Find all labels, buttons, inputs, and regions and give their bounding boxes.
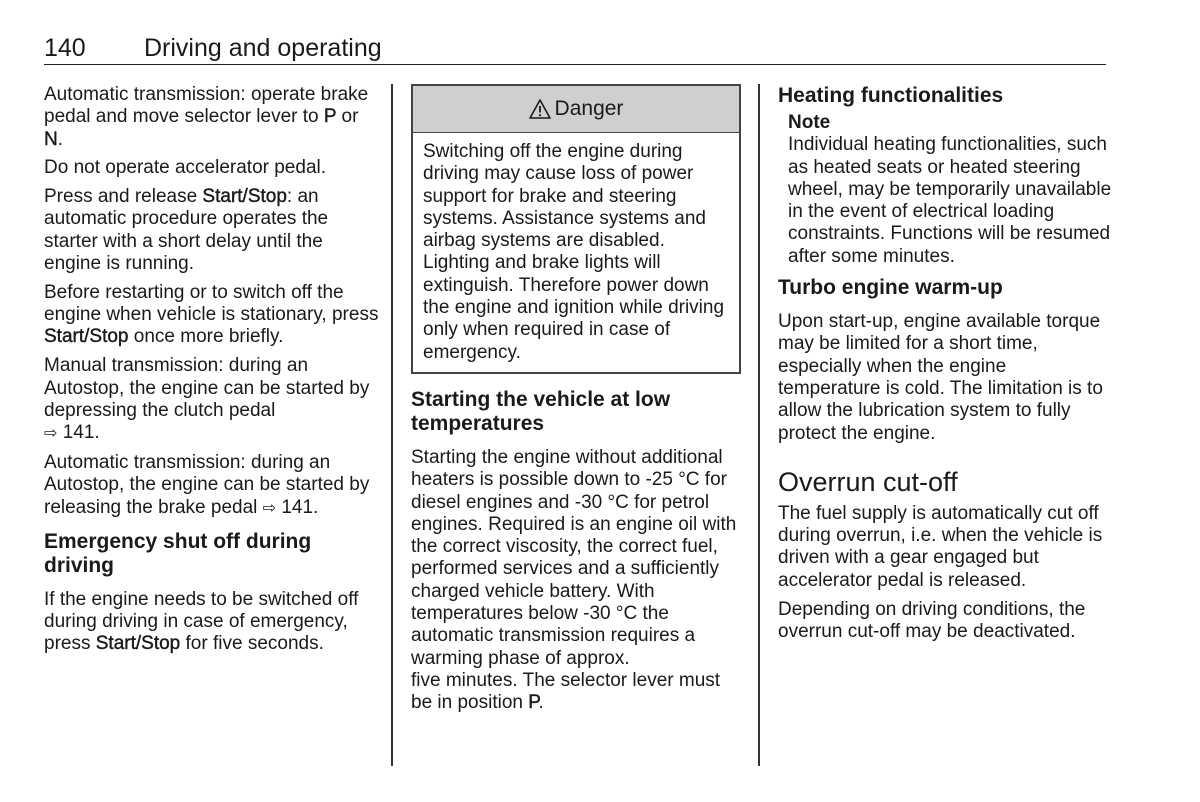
- paragraph: Upon start-up, engine available torque may be limited for a short time, especially when the engine temperature is cold. The limitation is to allow the lubrication system to fully protect the engine.: [778, 311, 1103, 444]
- keyword: P: [528, 692, 539, 714]
- paragraph: Before restarting or to switch off the engine when vehicle is stationary, press Start/Stop once more briefly.: [44, 281, 379, 348]
- section-heading: Starting the vehicle at low temperatures: [411, 387, 671, 435]
- keyword: Start/Stop: [44, 326, 129, 348]
- column-right: [778, 84, 1113, 650]
- keyword: Start/Stop: [202, 186, 287, 208]
- paragraph: Automatic transmission: during an Autostop, the engine can be started by releasing the brake pedal ⇨ 141.: [44, 451, 370, 518]
- paragraph: five minutes. The selector lever must be in position P.: [411, 669, 721, 714]
- section-heading: Turbo engine warm-up: [778, 276, 1003, 300]
- paragraph: Automatic transmission: operate brake pedal and move selector lever to P or N.: [44, 84, 369, 150]
- paragraph: The fuel supply is automatically cut off during overrun, i.e. when the vehicle is driven with a gear engaged but accelerator pedal is released.: [778, 502, 1103, 591]
- section-title: Driving and operating: [144, 34, 382, 62]
- column-divider: [758, 84, 760, 766]
- section-heading: Heating functionalities: [778, 84, 1004, 107]
- danger-header: [413, 86, 739, 133]
- danger-text: Switching off the engine during driving may cause loss of power support for brake and steering systems. Assistance systems and airbag systems are disabled. Lighting and brake lights will extinguish. Therefore power down the engine and ignition while driving only when required in case of emergency.: [423, 141, 725, 363]
- danger-title: Danger: [554, 96, 624, 120]
- paragraph: Starting the engine without additional heaters is possible down to -25 °C for diesel engines and -30 °C for petrol engines. Required is an engine oil with the correct viscosity, the correct fuel, performed services and a sufficiently charged vehicle battery. With temperatures below -30 °C the automatic transmission requires a warming phase of approx.: [411, 446, 737, 669]
- note-text: Individual heating functionalities, such as heated seats or heated steering wheel, may be temporarily unavailable in the event of electrical loading constraints. Functions will be resumed after some minutes.: [788, 134, 1112, 267]
- page-reference-link[interactable]: ⇨ 141.: [44, 422, 100, 444]
- paragraph: If the engine needs to be switched off during driving in case of emergency, press Start/Stop for five seconds.: [44, 588, 359, 655]
- keyword: Start/Stop: [95, 633, 181, 655]
- page-header: [44, 34, 1106, 65]
- page-reference-link[interactable]: ⇨ 141.: [262, 496, 319, 518]
- column-divider: [391, 84, 393, 766]
- chapter-heading: Overrun cut-off: [778, 466, 958, 497]
- warning-triangle-icon: [529, 99, 551, 119]
- paragraph: Depending on driving conditions, the overrun cut-off may be deactivated.: [778, 598, 1086, 642]
- paragraph: Do not operate accelerator pedal.: [44, 157, 327, 179]
- note-title: Note: [788, 112, 831, 133]
- danger-box: [411, 84, 741, 374]
- arrow-reference-icon: ⇨: [44, 425, 58, 443]
- keyword: N: [44, 128, 58, 150]
- keyword: P: [323, 106, 337, 128]
- paragraph: Press and release Start/Stop: an automatic procedure operates the starter with a short delay until the engine is running.: [44, 186, 329, 275]
- paragraph: Manual transmission: during an Autostop, the engine can be started by depressing the clutch pedal ⇨ 141.: [44, 355, 370, 444]
- section-heading: Emergency shut off during driving: [44, 529, 312, 577]
- column-left: [44, 84, 379, 662]
- column-middle: [411, 84, 741, 721]
- page-number: 140: [44, 34, 86, 62]
- arrow-reference-icon: ⇨: [262, 499, 277, 517]
